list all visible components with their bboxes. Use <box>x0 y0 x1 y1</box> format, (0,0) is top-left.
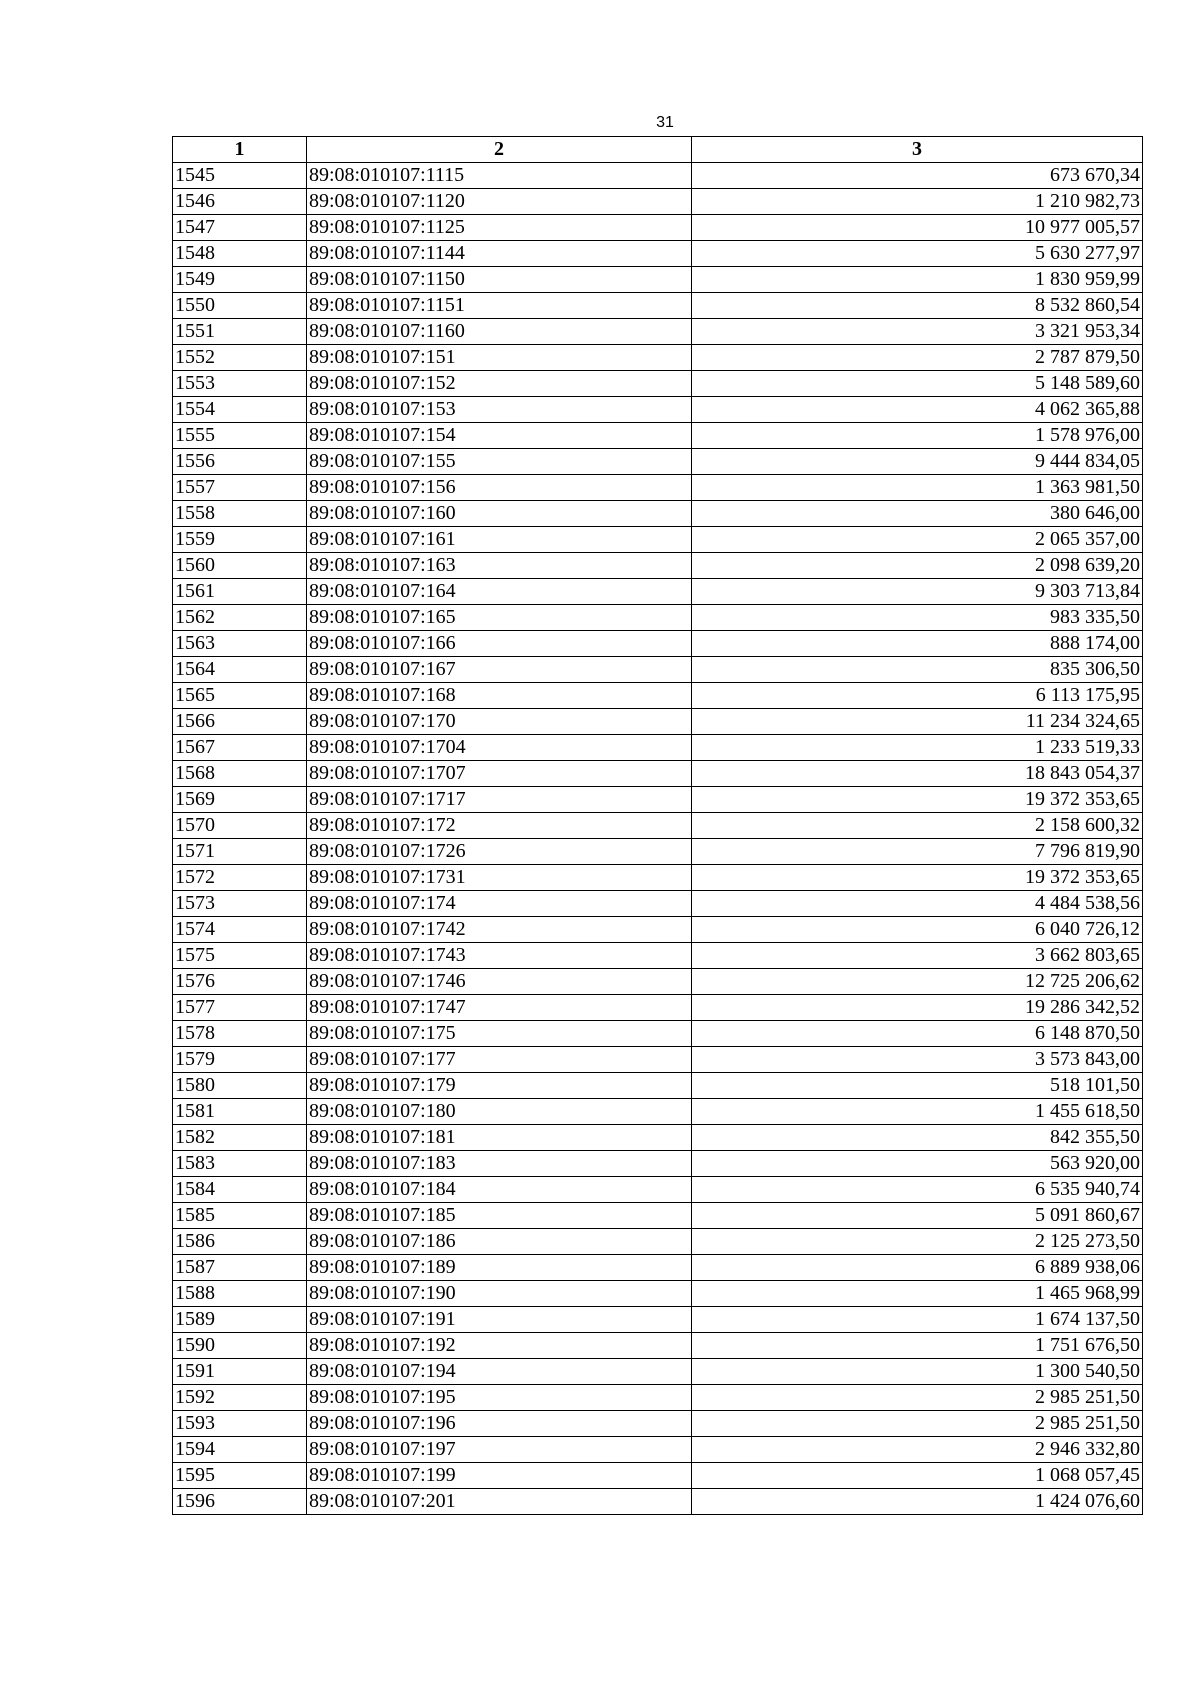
cadastral-value: 2 985 251,50 <box>692 1411 1143 1437</box>
table-row <box>173 1255 1143 1281</box>
cadastral-number: 89:08:010107:1151 <box>307 293 692 319</box>
cadastral-value: 1 210 982,73 <box>692 189 1143 215</box>
cadastral-number: 89:08:010107:195 <box>307 1385 692 1411</box>
cadastral-number: 89:08:010107:192 <box>307 1333 692 1359</box>
cadastral-number: 89:08:010107:164 <box>307 579 692 605</box>
cadastral-value: 6 113 175,95 <box>692 683 1143 709</box>
cadastral-value: 983 335,50 <box>692 605 1143 631</box>
row-number: 1592 <box>173 1385 307 1411</box>
cadastral-number: 89:08:010107:1160 <box>307 319 692 345</box>
cadastral-value: 10 977 005,57 <box>692 215 1143 241</box>
row-number: 1586 <box>173 1229 307 1255</box>
cadastral-number: 89:08:010107:166 <box>307 631 692 657</box>
table-row <box>173 397 1143 423</box>
cadastral-value: 9 303 713,84 <box>692 579 1143 605</box>
cadastral-number: 89:08:010107:1115 <box>307 163 692 189</box>
cadastral-value: 888 174,00 <box>692 631 1143 657</box>
row-number: 1557 <box>173 475 307 501</box>
cadastral-number: 89:08:010107:1150 <box>307 267 692 293</box>
table-row <box>173 501 1143 527</box>
table-row <box>173 215 1143 241</box>
cadastral-value: 5 148 589,60 <box>692 371 1143 397</box>
cadastral-value-table <box>172 136 1143 1515</box>
row-number: 1587 <box>173 1255 307 1281</box>
row-number: 1554 <box>173 397 307 423</box>
table-row <box>173 423 1143 449</box>
cadastral-value: 6 535 940,74 <box>692 1177 1143 1203</box>
table-row <box>173 813 1143 839</box>
table-row <box>173 1177 1143 1203</box>
cadastral-number: 89:08:010107:181 <box>307 1125 692 1151</box>
row-number: 1594 <box>173 1437 307 1463</box>
cadastral-value: 3 662 803,65 <box>692 943 1143 969</box>
cadastral-number: 89:08:010107:177 <box>307 1047 692 1073</box>
row-number: 1565 <box>173 683 307 709</box>
cadastral-value: 518 101,50 <box>692 1073 1143 1099</box>
cadastral-number: 89:08:010107:174 <box>307 891 692 917</box>
row-number: 1579 <box>173 1047 307 1073</box>
cadastral-number: 89:08:010107:1717 <box>307 787 692 813</box>
cadastral-value: 1 751 676,50 <box>692 1333 1143 1359</box>
cadastral-number: 89:08:010107:1704 <box>307 735 692 761</box>
cadastral-number: 89:08:010107:186 <box>307 1229 692 1255</box>
cadastral-value: 4 484 538,56 <box>692 891 1143 917</box>
row-number: 1559 <box>173 527 307 553</box>
row-number: 1548 <box>173 241 307 267</box>
cadastral-number: 89:08:010107:201 <box>307 1489 692 1515</box>
table-row <box>173 371 1143 397</box>
cadastral-value: 12 725 206,62 <box>692 969 1143 995</box>
table-row <box>173 761 1143 787</box>
table-row <box>173 943 1143 969</box>
cadastral-value: 1 465 968,99 <box>692 1281 1143 1307</box>
cadastral-value: 7 796 819,90 <box>692 839 1143 865</box>
cadastral-value: 19 286 342,52 <box>692 995 1143 1021</box>
table-row <box>173 163 1143 189</box>
cadastral-value: 2 098 639,20 <box>692 553 1143 579</box>
cadastral-number: 89:08:010107:185 <box>307 1203 692 1229</box>
cadastral-number: 89:08:010107:194 <box>307 1359 692 1385</box>
cadastral-number: 89:08:010107:1742 <box>307 917 692 943</box>
table-row <box>173 631 1143 657</box>
cadastral-number: 89:08:010107:1747 <box>307 995 692 1021</box>
row-number: 1575 <box>173 943 307 969</box>
row-number: 1585 <box>173 1203 307 1229</box>
cadastral-value: 1 578 976,00 <box>692 423 1143 449</box>
cadastral-number: 89:08:010107:1746 <box>307 969 692 995</box>
cadastral-value: 19 372 353,65 <box>692 787 1143 813</box>
cadastral-value: 2 065 357,00 <box>692 527 1143 553</box>
table-row <box>173 1203 1143 1229</box>
row-number: 1570 <box>173 813 307 839</box>
table-row <box>173 1307 1143 1333</box>
cadastral-number: 89:08:010107:1743 <box>307 943 692 969</box>
row-number: 1567 <box>173 735 307 761</box>
row-number: 1551 <box>173 319 307 345</box>
table-row <box>173 995 1143 1021</box>
table-row <box>173 1437 1143 1463</box>
row-number: 1546 <box>173 189 307 215</box>
row-number: 1552 <box>173 345 307 371</box>
table-row <box>173 1125 1143 1151</box>
table-row <box>173 1229 1143 1255</box>
row-number: 1590 <box>173 1333 307 1359</box>
table-row <box>173 839 1143 865</box>
cadastral-value: 18 843 054,37 <box>692 761 1143 787</box>
table-row <box>173 787 1143 813</box>
cadastral-number: 89:08:010107:190 <box>307 1281 692 1307</box>
row-number: 1582 <box>173 1125 307 1151</box>
cadastral-number: 89:08:010107:170 <box>307 709 692 735</box>
row-number: 1553 <box>173 371 307 397</box>
row-number: 1588 <box>173 1281 307 1307</box>
cadastral-number: 89:08:010107:197 <box>307 1437 692 1463</box>
cadastral-value: 6 148 870,50 <box>692 1021 1143 1047</box>
cadastral-number: 89:08:010107:183 <box>307 1151 692 1177</box>
cadastral-number: 89:08:010107:1144 <box>307 241 692 267</box>
table-row <box>173 267 1143 293</box>
table-row <box>173 1333 1143 1359</box>
table-row <box>173 735 1143 761</box>
cadastral-value: 2 158 600,32 <box>692 813 1143 839</box>
row-number: 1569 <box>173 787 307 813</box>
row-number: 1591 <box>173 1359 307 1385</box>
row-number: 1563 <box>173 631 307 657</box>
cadastral-value: 1 455 618,50 <box>692 1099 1143 1125</box>
cadastral-number: 89:08:010107:165 <box>307 605 692 631</box>
cadastral-number: 89:08:010107:172 <box>307 813 692 839</box>
table-row <box>173 605 1143 631</box>
cadastral-value: 1 830 959,99 <box>692 267 1143 293</box>
cadastral-number: 89:08:010107:1120 <box>307 189 692 215</box>
cadastral-number: 89:08:010107:156 <box>307 475 692 501</box>
cadastral-number: 89:08:010107:175 <box>307 1021 692 1047</box>
cadastral-number: 89:08:010107:154 <box>307 423 692 449</box>
table-row <box>173 449 1143 475</box>
table-row <box>173 319 1143 345</box>
cadastral-value: 2 985 251,50 <box>692 1385 1143 1411</box>
column-header-2: 2 <box>307 137 692 163</box>
cadastral-value: 6 040 726,12 <box>692 917 1143 943</box>
table-row <box>173 1489 1143 1515</box>
row-number: 1577 <box>173 995 307 1021</box>
cadastral-number: 89:08:010107:153 <box>307 397 692 423</box>
cadastral-number: 89:08:010107:163 <box>307 553 692 579</box>
cadastral-value: 2 946 332,80 <box>692 1437 1143 1463</box>
cadastral-value: 1 424 076,60 <box>692 1489 1143 1515</box>
cadastral-number: 89:08:010107:155 <box>307 449 692 475</box>
row-number: 1564 <box>173 657 307 683</box>
row-number: 1561 <box>173 579 307 605</box>
cadastral-value: 563 920,00 <box>692 1151 1143 1177</box>
cadastral-value: 5 091 860,67 <box>692 1203 1143 1229</box>
cadastral-value: 380 646,00 <box>692 501 1143 527</box>
cadastral-number: 89:08:010107:152 <box>307 371 692 397</box>
cadastral-number: 89:08:010107:1707 <box>307 761 692 787</box>
cadastral-value: 2 125 273,50 <box>692 1229 1143 1255</box>
cadastral-number: 89:08:010107:161 <box>307 527 692 553</box>
table-row <box>173 709 1143 735</box>
table-row <box>173 579 1143 605</box>
table-row <box>173 865 1143 891</box>
table-row <box>173 475 1143 501</box>
cadastral-value: 1 674 137,50 <box>692 1307 1143 1333</box>
table-row <box>173 1073 1143 1099</box>
cadastral-number: 89:08:010107:167 <box>307 657 692 683</box>
cadastral-value: 6 889 938,06 <box>692 1255 1143 1281</box>
row-number: 1593 <box>173 1411 307 1437</box>
row-number: 1545 <box>173 163 307 189</box>
table-row <box>173 1411 1143 1437</box>
table-row <box>173 1021 1143 1047</box>
cadastral-value: 1 233 519,33 <box>692 735 1143 761</box>
row-number: 1572 <box>173 865 307 891</box>
cadastral-value: 3 573 843,00 <box>692 1047 1143 1073</box>
row-number: 1558 <box>173 501 307 527</box>
table-row <box>173 917 1143 943</box>
table-row <box>173 1047 1143 1073</box>
table-row <box>173 1359 1143 1385</box>
cadastral-value: 2 787 879,50 <box>692 345 1143 371</box>
cadastral-value: 11 234 324,65 <box>692 709 1143 735</box>
cadastral-value: 4 062 365,88 <box>692 397 1143 423</box>
cadastral-value: 8 532 860,54 <box>692 293 1143 319</box>
table-row <box>173 189 1143 215</box>
cadastral-value: 1 068 057,45 <box>692 1463 1143 1489</box>
row-number: 1550 <box>173 293 307 319</box>
cadastral-value: 835 306,50 <box>692 657 1143 683</box>
row-number: 1547 <box>173 215 307 241</box>
header-row <box>173 137 1143 163</box>
cadastral-number: 89:08:010107:1731 <box>307 865 692 891</box>
cadastral-number: 89:08:010107:151 <box>307 345 692 371</box>
cadastral-value: 673 670,34 <box>692 163 1143 189</box>
row-number: 1578 <box>173 1021 307 1047</box>
table-row <box>173 657 1143 683</box>
table-row <box>173 969 1143 995</box>
row-number: 1596 <box>173 1489 307 1515</box>
cadastral-number: 89:08:010107:160 <box>307 501 692 527</box>
cadastral-value: 842 355,50 <box>692 1125 1143 1151</box>
table-row <box>173 1151 1143 1177</box>
table-body <box>173 163 1143 1515</box>
column-header-3: 3 <box>692 137 1143 163</box>
cadastral-value: 1 363 981,50 <box>692 475 1143 501</box>
row-number: 1581 <box>173 1099 307 1125</box>
row-number: 1556 <box>173 449 307 475</box>
cadastral-number: 89:08:010107:196 <box>307 1411 692 1437</box>
table-row <box>173 527 1143 553</box>
row-number: 1589 <box>173 1307 307 1333</box>
row-number: 1595 <box>173 1463 307 1489</box>
row-number: 1560 <box>173 553 307 579</box>
cadastral-value: 5 630 277,97 <box>692 241 1143 267</box>
page-number: 31 <box>656 114 674 131</box>
cadastral-value: 9 444 834,05 <box>692 449 1143 475</box>
table-row <box>173 1463 1143 1489</box>
cadastral-number: 89:08:010107:168 <box>307 683 692 709</box>
table-row <box>173 553 1143 579</box>
row-number: 1568 <box>173 761 307 787</box>
cadastral-number: 89:08:010107:180 <box>307 1099 692 1125</box>
table-row <box>173 1099 1143 1125</box>
row-number: 1574 <box>173 917 307 943</box>
table-row <box>173 683 1143 709</box>
cadastral-number: 89:08:010107:1726 <box>307 839 692 865</box>
row-number: 1549 <box>173 267 307 293</box>
row-number: 1566 <box>173 709 307 735</box>
table-row <box>173 1385 1143 1411</box>
row-number: 1573 <box>173 891 307 917</box>
cadastral-number: 89:08:010107:184 <box>307 1177 692 1203</box>
row-number: 1580 <box>173 1073 307 1099</box>
cadastral-number: 89:08:010107:191 <box>307 1307 692 1333</box>
table-row <box>173 345 1143 371</box>
column-header-1: 1 <box>173 137 307 163</box>
cadastral-number: 89:08:010107:189 <box>307 1255 692 1281</box>
row-number: 1576 <box>173 969 307 995</box>
row-number: 1583 <box>173 1151 307 1177</box>
table-row <box>173 293 1143 319</box>
cadastral-number: 89:08:010107:1125 <box>307 215 692 241</box>
table-row <box>173 241 1143 267</box>
cadastral-number: 89:08:010107:199 <box>307 1463 692 1489</box>
cadastral-value: 1 300 540,50 <box>692 1359 1143 1385</box>
row-number: 1584 <box>173 1177 307 1203</box>
table-header <box>173 137 1143 163</box>
row-number: 1562 <box>173 605 307 631</box>
table-row <box>173 1281 1143 1307</box>
cadastral-value: 19 372 353,65 <box>692 865 1143 891</box>
table-row <box>173 891 1143 917</box>
cadastral-value: 3 321 953,34 <box>692 319 1143 345</box>
cadastral-number: 89:08:010107:179 <box>307 1073 692 1099</box>
row-number: 1555 <box>173 423 307 449</box>
row-number: 1571 <box>173 839 307 865</box>
